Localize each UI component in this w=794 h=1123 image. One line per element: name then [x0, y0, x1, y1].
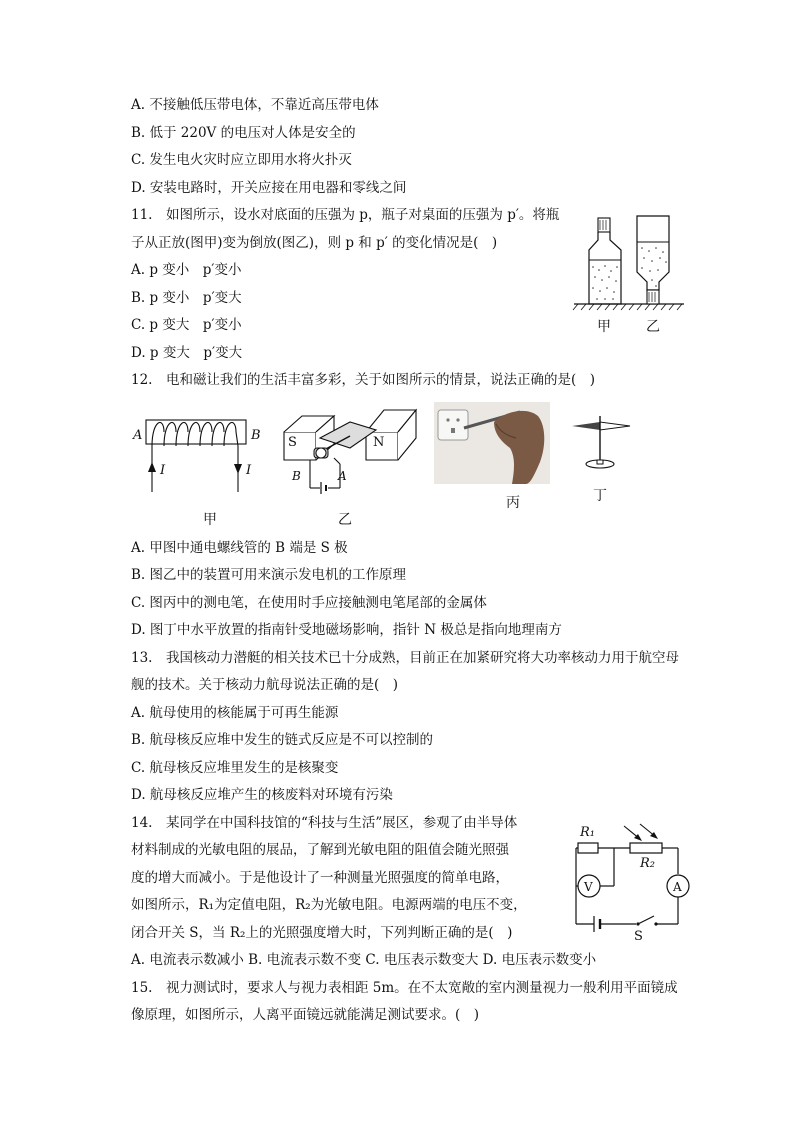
q13-option-b: B. 航母核反应堆中发生的链式反应是不可以控制的 [131, 732, 434, 748]
q11-option-a: A. p 变小 p′变小 [131, 262, 242, 278]
caption-jia: 甲 [203, 512, 217, 528]
q15-stem-line2: 像原理，如图所示，人离平面镜远就能满足测试要求。( ) [131, 1007, 480, 1023]
bottles-figure [572, 212, 690, 312]
q11-option-c: C. p 变大 p′变小 [131, 317, 242, 333]
q14-stem-line3: 度的增大而减小。于是他设计了一种测量光照强度的简单电路， [131, 870, 509, 886]
solenoid-current-right: I [246, 463, 252, 478]
q11-option-b: B. p 变小 p′变大 [131, 290, 242, 306]
q12-option-b: B. 图乙中的装置可用来演示发电机的工作原理 [131, 567, 407, 583]
q13-option-a: A. 航母使用的核能属于可再生能源 [131, 705, 339, 721]
q11-option-d: D. p 变大 p′变大 [131, 345, 243, 361]
circuit-ammeter-label: A [673, 880, 682, 894]
q13-option-c: C. 航母核反应堆里发生的是核聚变 [131, 760, 339, 776]
q14-stem-line2: 材料制成的光敏电阻的展品，了解到光敏电阻的阻值会随光照强 [131, 842, 509, 858]
circuit-r2-label: R₂ [640, 856, 655, 871]
q10-option-a: A. 不接触低压带电体，不靠近高压带电体 [131, 97, 379, 113]
caption-ding: 丁 [593, 488, 607, 504]
q12-option-a: A. 甲图中通电螺线管的 B 端是 S 极 [131, 540, 348, 556]
circuit-r1-label: R₁ [580, 825, 595, 840]
q10-option-d: D. 安装电路时，开关应接在用电器和零线之间 [131, 180, 407, 196]
q12-option-c: C. 图丙中的测电笔，在使用时手应接触测电笔尾部的金属体 [131, 595, 487, 611]
motor-terminal-b: B [292, 469, 301, 483]
q13-option-d: D. 航母核反应堆产生的核废料对环境有污染 [131, 787, 393, 803]
q11-stem-line2: 子从正放(图甲)变为倒放(图乙)，则 p 和 p′ 的变化情况是( ) [131, 235, 498, 251]
motor-pole-n: N [373, 435, 385, 450]
motor-terminal-a: A [338, 469, 347, 483]
q14-options: A. 电流表示数减小 B. 电流表示数不变 C. 电压表示数变大 D. 电压表示数变小 [131, 952, 597, 968]
caption-yi: 乙 [338, 512, 352, 528]
solenoid-figure [130, 412, 266, 496]
solenoid-end-a: A [133, 428, 143, 443]
q15-stem-line1: 15. 视力测试时，要求人与视力表相距 5m。在不太宽敞的室内测量视力一般利用平面镜成 [131, 980, 678, 996]
motor-pole-s: S [288, 435, 297, 450]
q13-stem-line2: 舰的技术。关于核动力航母说法正确的是( ) [131, 677, 399, 693]
q11-stem-line1: 11. 如图所示，设水对底面的压强为 p，瓶子对桌面的压强为 p′。将瓶 [131, 207, 560, 223]
solenoid-current-left: I [160, 463, 166, 478]
q10-option-b: B. 低于 220V 的电压对人体是安全的 [131, 125, 356, 141]
q12-stem: 12. 电和磁让我们的生活丰富多彩，关于如图所示的情景，说法正确的是( ) [131, 372, 596, 388]
bottles-label-jia: 甲 [597, 319, 611, 335]
circuit-switch-label: S [634, 929, 643, 944]
solenoid-end-b: B [251, 428, 261, 443]
test-pen-photo [434, 402, 550, 484]
q14-stem-line4: 如图所示，R₁为定值电阻，R₂为光敏电阻。电源两端的电压不变， [131, 897, 527, 913]
compass-figure [570, 412, 632, 474]
circuit-voltmeter-label: V [584, 880, 593, 894]
motor-figure [280, 402, 420, 502]
q14-stem-line5: 闭合开关 S，当 R₂上的光照强度增大时，下列判断正确的是( ) [131, 925, 513, 941]
bottles-label-yi: 乙 [646, 319, 660, 335]
q10-option-c: C. 发生电火灾时应立即用水将火扑灭 [131, 152, 352, 168]
q12-option-d: D. 图丁中水平放置的指南针受地磁场影响，指针 N 极总是指向地理南方 [131, 622, 562, 638]
q13-stem-line1: 13. 我国核动力潜艇的相关技术已十分成熟，目前正在加紧研究将大功率核动力用于航空母 [131, 650, 679, 666]
caption-bing: 丙 [506, 495, 520, 511]
q14-stem-line1: 14. 某同学在中国科技馆的“科技与生活”展区，参观了由半导体 [131, 815, 518, 831]
